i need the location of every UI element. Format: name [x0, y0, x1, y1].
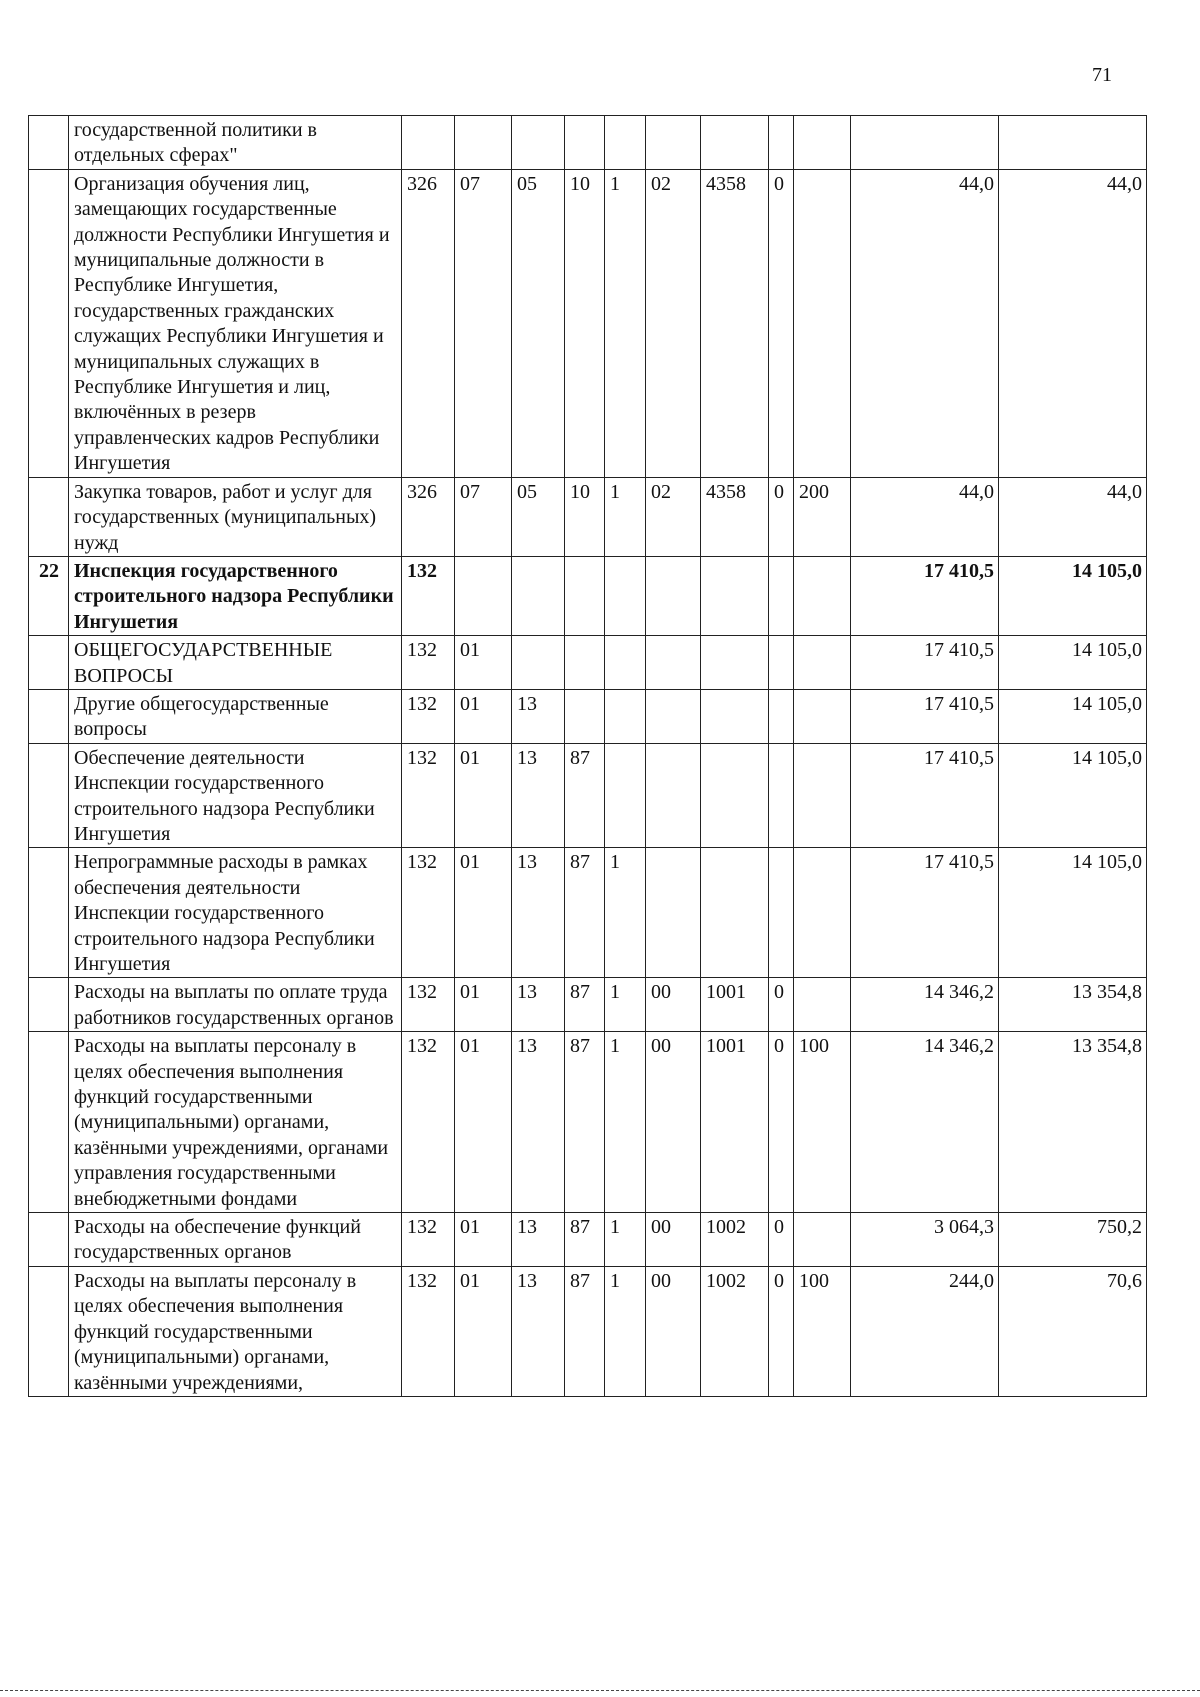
cell-csr-index: [769, 116, 794, 170]
cell-csr-index: 0: [769, 978, 794, 1032]
cell-ved: 132: [402, 848, 455, 978]
cell-number: [29, 1032, 69, 1213]
table-row: [29, 1213, 1147, 1267]
cell-name: Расходы на обеспечение функций государственных органов: [69, 1213, 402, 1267]
cell-name: Расходы на выплаты по оплате труда работников государственных органов: [69, 978, 402, 1032]
cell-csr-direction: 1001: [701, 978, 769, 1032]
cell-number: [29, 848, 69, 978]
cell-csr-event: 00: [646, 1032, 701, 1213]
cell-csr-event: 02: [646, 169, 701, 477]
cell-sum-2: 750,2: [999, 1213, 1147, 1267]
cell-csr-subprogram: 1: [605, 848, 646, 978]
cell-csr-event: [646, 689, 701, 743]
cell-ved: 132: [402, 1032, 455, 1213]
cell-csr-subprogram: [605, 743, 646, 848]
cell-csr-direction: [701, 556, 769, 635]
cell-csr-index: 0: [769, 169, 794, 477]
table-row: [29, 848, 1147, 978]
cell-number: 22: [29, 556, 69, 635]
cell-csr-direction: [701, 689, 769, 743]
table-row: [29, 978, 1147, 1032]
cell-csr-index: [769, 636, 794, 690]
cell-number: [29, 116, 69, 170]
cell-pr: 13: [512, 689, 565, 743]
cell-csr-program: [565, 636, 605, 690]
cell-csr-direction: 4358: [701, 477, 769, 556]
cell-csr-program: 87: [565, 1032, 605, 1213]
cell-pr: 13: [512, 743, 565, 848]
cell-ved: 132: [402, 1213, 455, 1267]
cell-csr-direction: 4358: [701, 169, 769, 477]
cell-vr: [794, 689, 851, 743]
cell-vr: [794, 978, 851, 1032]
cell-pr: 13: [512, 978, 565, 1032]
cell-pr: 13: [512, 1266, 565, 1396]
cell-csr-event: [646, 848, 701, 978]
cell-name: Обеспечение деятельности Инспекции государственного строительного надзора Республики Ингушетия: [69, 743, 402, 848]
cell-rz: 01: [455, 743, 512, 848]
cell-csr-program: 10: [565, 477, 605, 556]
cell-number: [29, 1266, 69, 1396]
cell-name: Организация обучения лиц, замещающих государственные должности Республики Ингушетия и муниципальные должности в Республике Ингушетия, государственных гражданских служащих Республики Ингушетия и муниципальных служащих в Республике Ингушетия и лиц, включённых в резерв управленческих кадров Республики Ингушетия: [69, 169, 402, 477]
cell-ved: 326: [402, 477, 455, 556]
cell-rz: 01: [455, 848, 512, 978]
table-row: [29, 116, 1147, 170]
cell-sum-2: 70,6: [999, 1266, 1147, 1396]
cell-sum-2: 14 105,0: [999, 556, 1147, 635]
cell-name: Закупка товаров, работ и услуг для государственных (муниципальных) нужд: [69, 477, 402, 556]
cell-sum-1: [851, 116, 999, 170]
cell-name: Другие общегосударственные вопросы: [69, 689, 402, 743]
cell-sum-2: 13 354,8: [999, 978, 1147, 1032]
cell-csr-event: 00: [646, 1213, 701, 1267]
cell-sum-2: [999, 116, 1147, 170]
cell-sum-1: 17 410,5: [851, 556, 999, 635]
cell-csr-direction: [701, 636, 769, 690]
page-number: 71: [1092, 64, 1112, 86]
cell-rz: 07: [455, 477, 512, 556]
cell-name: Непрограммные расходы в рамках обеспечения деятельности Инспекции государственного строительного надзора Республики Ингушетия: [69, 848, 402, 978]
cell-sum-1: 14 346,2: [851, 1032, 999, 1213]
cell-number: [29, 689, 69, 743]
cell-csr-event: [646, 556, 701, 635]
cell-csr-direction: 1001: [701, 1032, 769, 1213]
cell-csr-subprogram: [605, 556, 646, 635]
cell-vr: [794, 556, 851, 635]
cell-csr-event: 00: [646, 1266, 701, 1396]
cell-number: [29, 1213, 69, 1267]
cell-csr-program: 10: [565, 169, 605, 477]
table-row: [29, 1266, 1147, 1396]
cell-ved: 132: [402, 978, 455, 1032]
cell-csr-program: 87: [565, 848, 605, 978]
cell-csr-event: [646, 743, 701, 848]
cell-csr-program: 87: [565, 1266, 605, 1396]
cell-vr: [794, 116, 851, 170]
table-row: [29, 477, 1147, 556]
cell-csr-subprogram: [605, 689, 646, 743]
cell-sum-2: 14 105,0: [999, 848, 1147, 978]
cell-rz: [455, 556, 512, 635]
cell-csr-direction: [701, 743, 769, 848]
cell-vr: 100: [794, 1032, 851, 1213]
cell-csr-subprogram: 1: [605, 169, 646, 477]
cell-rz: 01: [455, 1213, 512, 1267]
cell-number: [29, 978, 69, 1032]
cell-ved: 132: [402, 689, 455, 743]
cell-vr: [794, 848, 851, 978]
cell-csr-subprogram: 1: [605, 1213, 646, 1267]
cell-sum-1: 44,0: [851, 169, 999, 477]
cell-sum-1: 244,0: [851, 1266, 999, 1396]
cell-csr-program: 87: [565, 978, 605, 1032]
cell-number: [29, 169, 69, 477]
cell-rz: 01: [455, 978, 512, 1032]
cell-sum-2: 14 105,0: [999, 743, 1147, 848]
cell-rz: 01: [455, 689, 512, 743]
cell-csr-index: [769, 556, 794, 635]
cell-sum-1: 17 410,5: [851, 689, 999, 743]
cell-ved: 132: [402, 556, 455, 635]
cell-number: [29, 477, 69, 556]
table-row: [29, 689, 1147, 743]
cell-vr: [794, 636, 851, 690]
cell-sum-2: 44,0: [999, 477, 1147, 556]
cell-sum-1: 17 410,5: [851, 636, 999, 690]
cell-name: государственной политики в отдельных сферах": [69, 116, 402, 170]
cell-csr-index: 0: [769, 1266, 794, 1396]
cell-sum-2: 14 105,0: [999, 636, 1147, 690]
cell-pr: 05: [512, 477, 565, 556]
cell-pr: 13: [512, 848, 565, 978]
cell-csr-index: [769, 743, 794, 848]
cell-sum-1: 17 410,5: [851, 743, 999, 848]
cell-ved: 132: [402, 1266, 455, 1396]
cell-name: Инспекция государственного строительного надзора Республики Ингушетия: [69, 556, 402, 635]
cell-pr: [512, 116, 565, 170]
cell-csr-subprogram: [605, 116, 646, 170]
cell-ved: 326: [402, 169, 455, 477]
table-row: [29, 169, 1147, 477]
cell-csr-direction: [701, 116, 769, 170]
cell-vr: [794, 1213, 851, 1267]
cell-csr-index: [769, 848, 794, 978]
table-row: [29, 1032, 1147, 1213]
cell-sum-1: 3 064,3: [851, 1213, 999, 1267]
cell-csr-event: 02: [646, 477, 701, 556]
cell-sum-2: 13 354,8: [999, 1032, 1147, 1213]
cell-vr: 100: [794, 1266, 851, 1396]
cell-pr: [512, 556, 565, 635]
cell-csr-index: 0: [769, 1032, 794, 1213]
cell-rz: 01: [455, 636, 512, 690]
bottom-rule: [0, 1690, 1200, 1691]
cell-csr-program: [565, 556, 605, 635]
cell-pr: 13: [512, 1032, 565, 1213]
cell-sum-1: 14 346,2: [851, 978, 999, 1032]
cell-sum-2: 44,0: [999, 169, 1147, 477]
cell-ved: [402, 116, 455, 170]
cell-vr: [794, 743, 851, 848]
cell-csr-direction: 1002: [701, 1266, 769, 1396]
cell-pr: 05: [512, 169, 565, 477]
cell-csr-index: 0: [769, 477, 794, 556]
cell-csr-direction: 1002: [701, 1213, 769, 1267]
cell-number: [29, 636, 69, 690]
cell-ved: 132: [402, 636, 455, 690]
cell-csr-program: 87: [565, 1213, 605, 1267]
cell-csr-subprogram: [605, 636, 646, 690]
table-row: [29, 743, 1147, 848]
cell-pr: 13: [512, 1213, 565, 1267]
budget-table: [28, 115, 1147, 1397]
cell-csr-index: [769, 689, 794, 743]
cell-ved: 132: [402, 743, 455, 848]
cell-rz: 07: [455, 169, 512, 477]
cell-csr-subprogram: 1: [605, 1032, 646, 1213]
cell-name: ОБЩЕГОСУДАРСТВЕННЫЕ ВОПРОСЫ: [69, 636, 402, 690]
cell-pr: [512, 636, 565, 690]
cell-rz: 01: [455, 1266, 512, 1396]
cell-csr-index: 0: [769, 1213, 794, 1267]
cell-csr-subprogram: 1: [605, 477, 646, 556]
cell-vr: 200: [794, 477, 851, 556]
cell-csr-event: [646, 116, 701, 170]
table-row: [29, 556, 1147, 635]
cell-rz: 01: [455, 1032, 512, 1213]
table-row: [29, 636, 1147, 690]
cell-csr-event: 00: [646, 978, 701, 1032]
cell-name: Расходы на выплаты персоналу в целях обеспечения выполнения функций государственными (муниципальными) органами, казёнными учреждениями,: [69, 1266, 402, 1396]
cell-csr-direction: [701, 848, 769, 978]
cell-csr-program: [565, 116, 605, 170]
cell-vr: [794, 169, 851, 477]
budget-table-body: [29, 116, 1147, 1397]
cell-csr-program: 87: [565, 743, 605, 848]
cell-sum-2: 14 105,0: [999, 689, 1147, 743]
cell-csr-event: [646, 636, 701, 690]
cell-csr-program: [565, 689, 605, 743]
cell-sum-1: 44,0: [851, 477, 999, 556]
cell-number: [29, 743, 69, 848]
cell-csr-subprogram: 1: [605, 978, 646, 1032]
cell-csr-subprogram: 1: [605, 1266, 646, 1396]
cell-rz: [455, 116, 512, 170]
cell-name: Расходы на выплаты персоналу в целях обеспечения выполнения функций государственными (муниципальными) органами, казёнными учреждениями, органами управления государственными внебюджетными фондами: [69, 1032, 402, 1213]
cell-sum-1: 17 410,5: [851, 848, 999, 978]
